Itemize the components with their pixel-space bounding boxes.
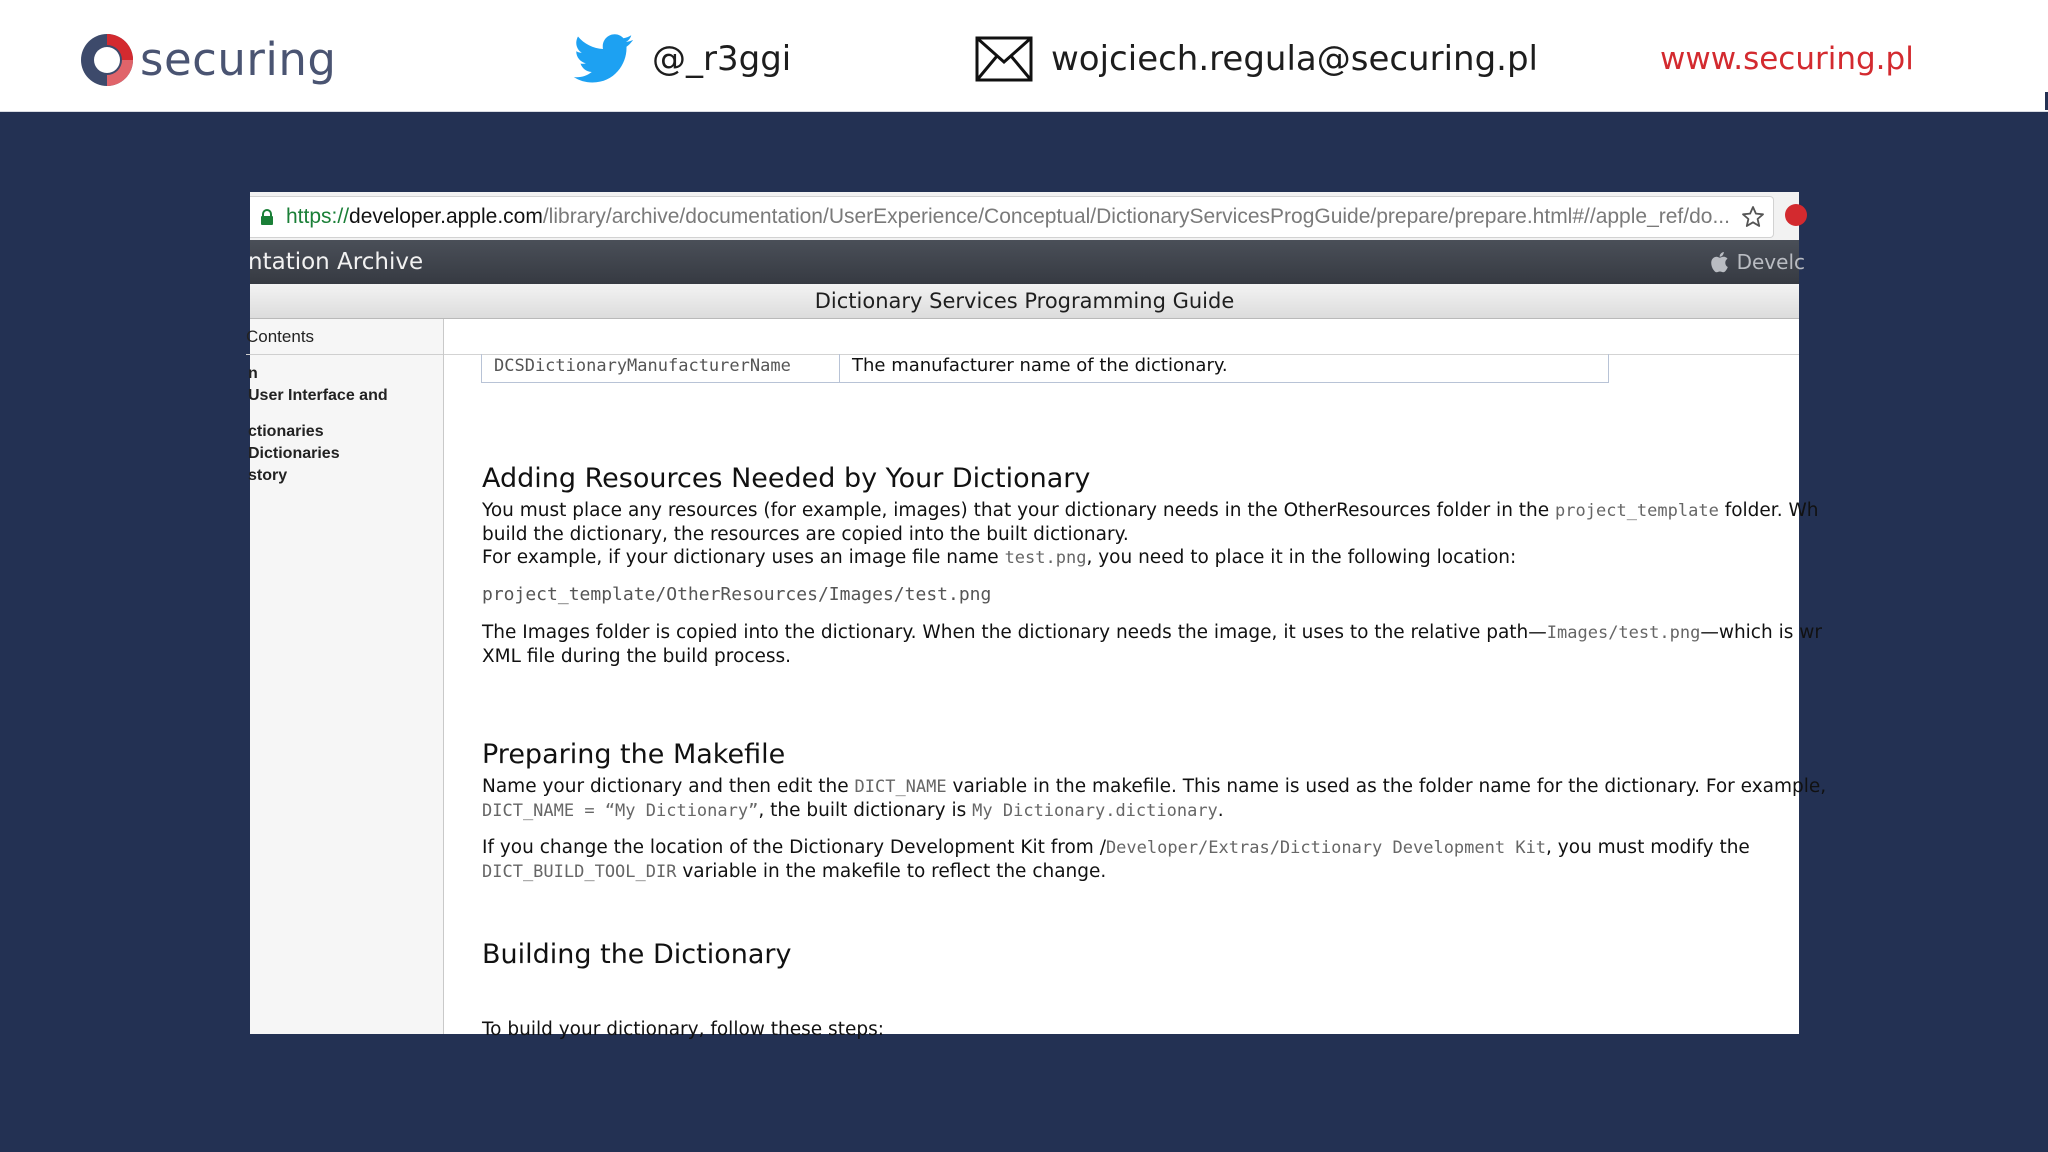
address-bar — [250, 192, 1799, 241]
extension-icon[interactable] — [1785, 204, 1807, 226]
toc-sidebar — [246, 319, 444, 1034]
content-toolbar — [444, 319, 1799, 355]
logo-text: securing — [140, 33, 337, 86]
url-host: developer.apple.com — [349, 205, 543, 228]
doc-content — [444, 319, 1827, 1040]
toc-item[interactable]: story — [248, 467, 288, 484]
text: build the dictionary, the resources are copied into the built dictionary. — [482, 524, 1129, 545]
inline-code: DICT_BUILD_TOOL_DIR — [482, 862, 677, 882]
text: variable in the makefile. This name is used as the folder name for the dictionary. For example, — [946, 776, 1827, 797]
paragraph — [482, 775, 1827, 823]
twitter-contact — [574, 34, 791, 84]
text: For example, if your dictionary uses an image file name — [482, 547, 1005, 568]
paragraph — [482, 621, 1822, 668]
paragraph — [482, 546, 1812, 570]
inline-code: My Dictionary.dictionary — [972, 801, 1218, 821]
table-row — [481, 354, 1609, 383]
paragraph — [482, 836, 1812, 884]
text: —which is wr — [1700, 622, 1822, 643]
browser-window — [246, 192, 1827, 1040]
doc-archive-banner — [248, 240, 1805, 284]
text: You must place any resources (for example, images) that your dictionary needs in the OtherResources folder in the — [482, 500, 1556, 521]
email-contact — [975, 34, 1538, 84]
website-contact — [1660, 34, 1914, 84]
inline-code: project_template — [1555, 501, 1719, 521]
toc-item[interactable]: ctionaries — [248, 423, 324, 440]
developer-link[interactable] — [1709, 240, 1805, 284]
url-scheme: https:// — [286, 205, 350, 228]
table-key: DCSDictionaryManufacturerName — [482, 354, 840, 382]
envelope-icon — [975, 36, 1033, 82]
banner-title[interactable]: ntation Archive — [248, 249, 424, 275]
url-path: /library/archive/documentation/UserExperience/Conceptual/DictionaryServicesProgGuide/prepare/prepare.html#//apple_ref/do... — [542, 205, 1730, 228]
url-text[interactable] — [286, 205, 1746, 229]
section-heading-adding-resources: Adding Resources Needed by Your Dictionary — [482, 463, 1091, 494]
slide-header — [0, 0, 2048, 112]
twitter-icon — [574, 34, 634, 84]
text: The Images folder is copied into the dictionary. When the dictionary needs the image, it uses to the relative path— — [482, 622, 1547, 643]
bookmark-star-icon[interactable] — [1741, 205, 1765, 229]
securing-logo — [78, 30, 336, 90]
toc-item[interactable]: Dictionaries — [248, 445, 340, 462]
lock-icon — [260, 209, 274, 225]
twitter-handle[interactable]: @_r3ggi — [652, 39, 792, 79]
code-path: project_template/OtherResources/Images/test.png — [482, 584, 992, 605]
url-field[interactable] — [250, 196, 1774, 238]
inline-code: test.png — [1004, 548, 1087, 568]
toc-item[interactable]: User Interface and — [248, 387, 388, 404]
text: XML file during the build process. — [482, 646, 792, 667]
apple-icon — [1709, 251, 1729, 273]
text: variable in the makefile to reflect the change. — [676, 861, 1107, 882]
guide-title: Dictionary Services Programming Guide — [250, 284, 1799, 319]
inline-code: Images/test.png — [1546, 623, 1701, 643]
table-value: The manufacturer name of the dictionary. — [852, 355, 1228, 376]
securing-logo-icon — [78, 31, 136, 89]
text: . — [1217, 800, 1224, 821]
text: , you must modify the — [1546, 837, 1750, 858]
toc-heading[interactable]: Contents — [246, 319, 443, 355]
section-heading-makefile: Preparing the Makefile — [482, 739, 786, 770]
toc-item[interactable]: n — [248, 365, 258, 382]
paragraph-cut-off: To build your dictionary, follow these steps: — [482, 1019, 884, 1040]
text: , the built dictionary is — [758, 800, 973, 821]
paragraph — [482, 499, 1819, 546]
inline-code: DICT_NAME = “My Dictionary” — [482, 801, 759, 821]
text: , you need to place it in the following location: — [1086, 547, 1517, 568]
text: If you change the location of the Dictionary Development Kit from / — [482, 837, 1106, 858]
text: folder. Wh — [1718, 500, 1819, 521]
inline-code: Developer/Extras/Dictionary Development Kit — [1105, 838, 1547, 858]
inline-code: DICT_NAME — [854, 777, 947, 797]
banner-right-label: Develc — [1736, 250, 1805, 274]
website-link[interactable]: www.securing.pl — [1660, 41, 1914, 77]
text: Name your dictionary and then edit the — [482, 776, 855, 797]
email-address[interactable]: wojciech.regula@securing.pl — [1051, 39, 1538, 79]
section-heading-building: Building the Dictionary — [482, 939, 792, 970]
